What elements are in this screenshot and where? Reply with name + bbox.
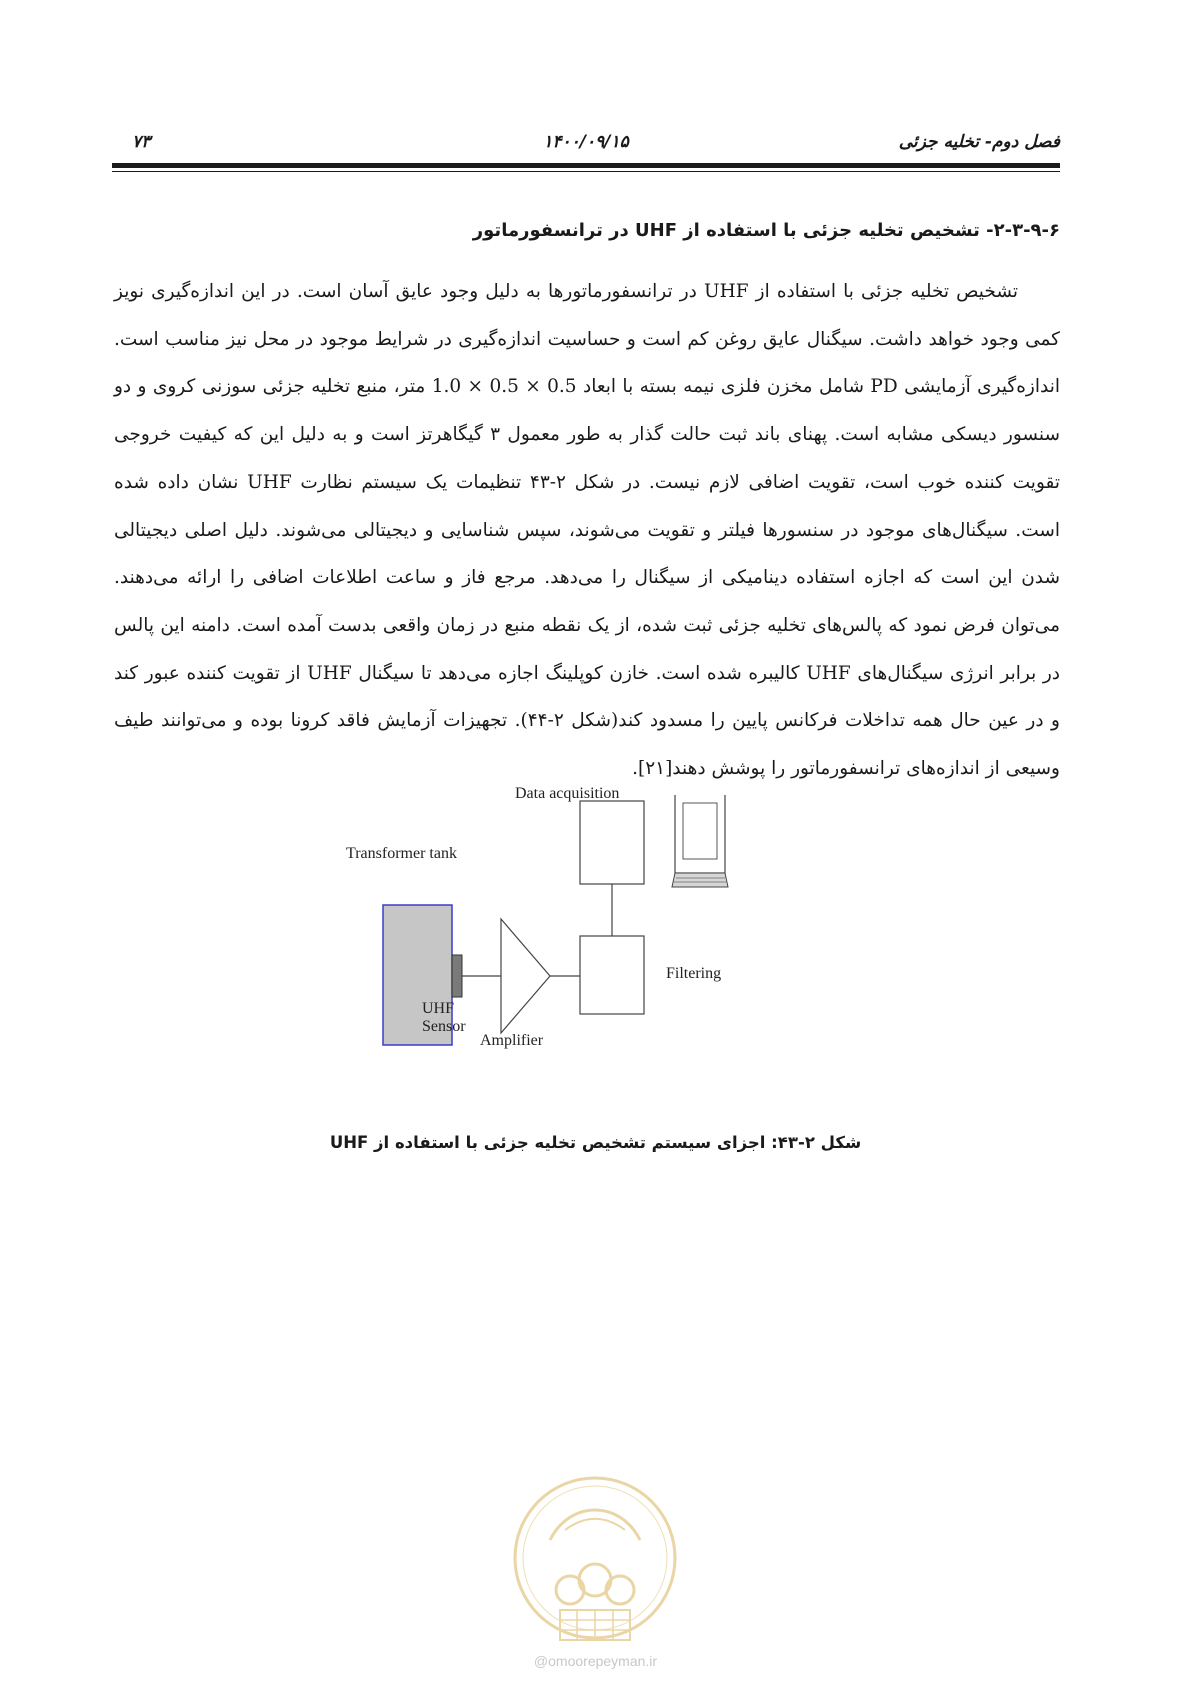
filtering-label: Filtering — [666, 965, 722, 982]
figure-caption: شکل ۲-۴۳: اجزای سیستم تشخیص تخلیه جزئی با استفاده از UHF — [329, 1133, 862, 1152]
header-date: ۱۴۰۰/۰۹/۱۵ — [543, 132, 629, 152]
uhf-label: UHF — [422, 1000, 455, 1017]
filtering-box — [580, 936, 644, 1014]
body-text — [114, 268, 1060, 793]
data-acquisition-label: Data acquisition — [515, 785, 620, 802]
data-acquisition-box — [580, 801, 644, 884]
page-header — [112, 128, 1060, 158]
watermark-logo — [510, 1470, 680, 1670]
uhf-sensor-shape — [452, 955, 462, 997]
sensor-label: Sensor — [422, 1018, 466, 1035]
chapter-title: فصل دوم- تخلیه جزئی — [898, 132, 1060, 152]
amplifier-label: Amplifier — [480, 1032, 544, 1049]
section-heading: ۲-۳-۹-۶- تشخیص تخلیه جزئی با استفاده از UHF در ترانسفورماتور — [472, 220, 1060, 241]
body-paragraph: تشخیص تخلیه جزئی با استفاده از UHF در ترانسفورماتورها به دلیل وجود عایق آسان است. در این اندازه‌گیری نویز کمی وجود خواهد داشت. سیگنال عایق روغن کم است و حساسیت اندازه‌گیری در شرایط موجود در محل نیز مناسب است. اندازه‌گیری آزمایشی PD شامل مخزن فلزی نیمه بسته با ابعاد 0.5 × 0.5 × 1.0 متر، منبع تخلیه جزئی سوزنی کروی و دو سنسور دیسکی مشابه است. پهنای باند ثبت حالت گذار به طور معمول ۳ گیگاهرتز است و به دلیل این که کیفیت خروجی تقویت کننده خوب است، تقویت اضافی لازم نیست. در شکل ۲-۴۳ تنظیمات یک سیستم نظارت UHF نشان داده شده است. سیگنال‌های موجود در سنسورها فیلتر و تقویت می‌شوند، سپس شناسایی و دیجیتالی می‌شوند. دلیل اصلی دیجیتالی شدن این است که اجازه استفاده دینامیکی از سیگنال را می‌دهد. مرجع فاز و ساعت اطلاعات اضافی را ارائه می‌دهند. می‌توان فرض نمود که پالس‌های تخلیه جزئی ثبت شده، از یک نقطه منبع در زمان واقعی بدست آمده است. دامنه این پالس در برابر انرژی سیگنال‌های UHF کالیبره شده است. خازن کوپلینگ اجازه می‌دهد تا سیگنال UHF از تقویت کننده عبور کند و در عین حال همه تداخلات فرکانس پایین را مسدود کند(شکل ۲-۴۴). تجهیزات آزمایش فاقد کرونا بوده و می‌توانند طیف وسیعی از اندازه‌های ترانسفورماتور را پوشش دهند[۲۱]. — [114, 281, 1061, 780]
watermark-url: @omoorepeyman.ir — [533, 1653, 658, 1669]
header-rule-thick — [112, 163, 1060, 168]
uhf-system-figure — [330, 785, 800, 1115]
header-rule-thin — [112, 171, 1060, 172]
transformer-tank-label: Transformer tank — [346, 845, 457, 862]
page-number: ۷۳ — [132, 132, 151, 152]
block-diagram — [330, 795, 800, 1115]
amplifier-shape — [501, 919, 550, 1033]
computer-icon — [672, 795, 728, 887]
